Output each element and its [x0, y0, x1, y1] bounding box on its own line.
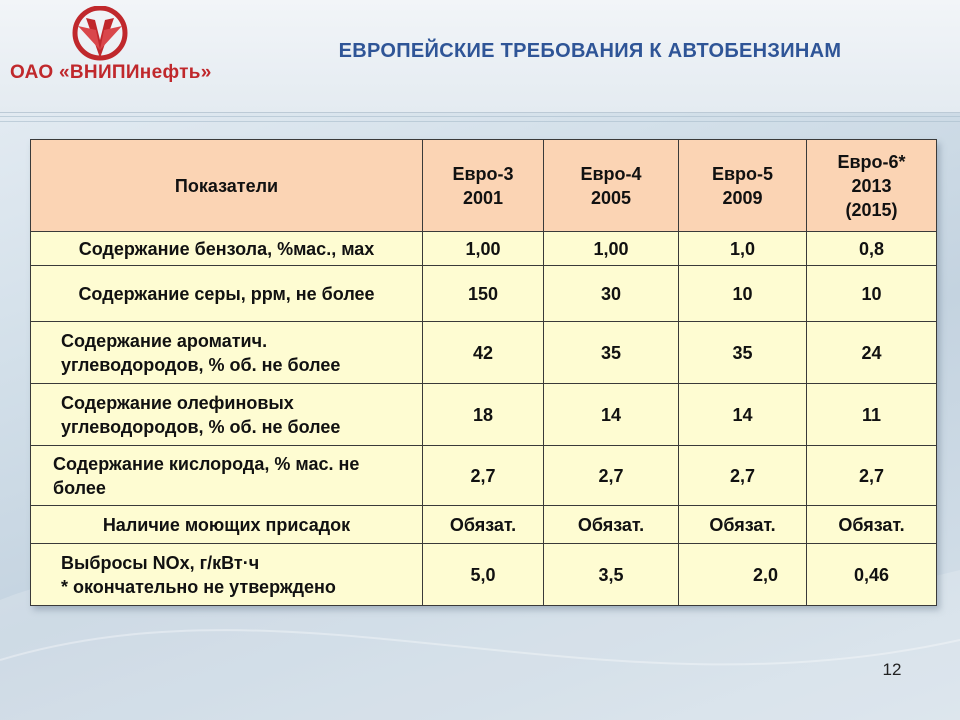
cell-value: 150	[423, 266, 544, 322]
slide-title: ЕВРОПЕЙСКИЕ ТРЕБОВАНИЯ К АВТОБЕНЗИНАМ	[338, 40, 842, 62]
cell-value: 35	[679, 322, 807, 384]
table-row	[31, 322, 937, 384]
cell-value: 35	[544, 322, 679, 384]
cell-value: 3,5	[544, 544, 679, 606]
table-row	[31, 232, 937, 266]
cell-value: Обязат.	[679, 506, 807, 544]
cell-value: 2,7	[544, 446, 679, 506]
cell-value: 2,7	[423, 446, 544, 506]
header-indicators: Показатели	[31, 140, 423, 232]
row-label: Содержание кислорода, % мас. не более	[53, 453, 360, 498]
row-label: Выбросы NOx, г/кВт·ч * окончательно не утверждено	[61, 552, 336, 597]
header-euro3: Евро-3 2001	[423, 140, 544, 232]
cell-value: 42	[423, 322, 544, 384]
cell-value: Обязат.	[807, 506, 937, 544]
table-header-row	[31, 140, 937, 232]
cell-value: 10	[679, 266, 807, 322]
slide-header	[0, 0, 960, 113]
header-divider	[0, 116, 960, 117]
table-row	[31, 446, 937, 506]
cell-value: 18	[423, 384, 544, 446]
cell-value: 24	[807, 322, 937, 384]
cell-value: Обязат.	[544, 506, 679, 544]
row-label: Содержание олефиновых углеводородов, % об. не более	[61, 392, 341, 437]
cell-value: 2,0	[752, 564, 778, 585]
cell-value: 2,7	[679, 446, 807, 506]
row-label: Содержание ароматич. углеводородов, % об. не более	[61, 330, 341, 375]
header-euro5: Евро-5 2009	[679, 140, 807, 232]
cell-value: Обязат.	[423, 506, 544, 544]
cell-value: 10	[807, 266, 937, 322]
table-row	[31, 266, 937, 322]
cell-value: 14	[544, 384, 679, 446]
cell-value: 30	[544, 266, 679, 322]
requirements-table	[30, 139, 937, 606]
table-row	[31, 544, 937, 606]
header-euro6: Евро-6* 2013 (2015)	[807, 140, 937, 232]
row-label: Наличие моющих присадок	[102, 514, 351, 535]
header-divider-2	[0, 121, 960, 122]
page-number: 12	[882, 660, 902, 679]
table-row	[31, 384, 937, 446]
cell-value: 1,00	[544, 232, 679, 266]
table-row	[31, 506, 937, 544]
cell-value: 2,7	[807, 446, 937, 506]
cell-value: 0,46	[807, 544, 937, 606]
row-label: Содержание серы, ррм, не более	[78, 283, 375, 304]
cell-value: 1,00	[423, 232, 544, 266]
cell-value: 0,8	[807, 232, 937, 266]
cell-value: 5,0	[423, 544, 544, 606]
header-euro4: Евро-4 2005	[544, 140, 679, 232]
company-logo-icon	[64, 6, 136, 64]
company-name: ОАО «ВНИПИнефть»	[10, 62, 212, 83]
row-label: Содержание бензола, %мас., мах	[78, 238, 375, 259]
cell-value: 1,0	[679, 232, 807, 266]
cell-value: 14	[679, 384, 807, 446]
cell-value: 11	[807, 384, 937, 446]
